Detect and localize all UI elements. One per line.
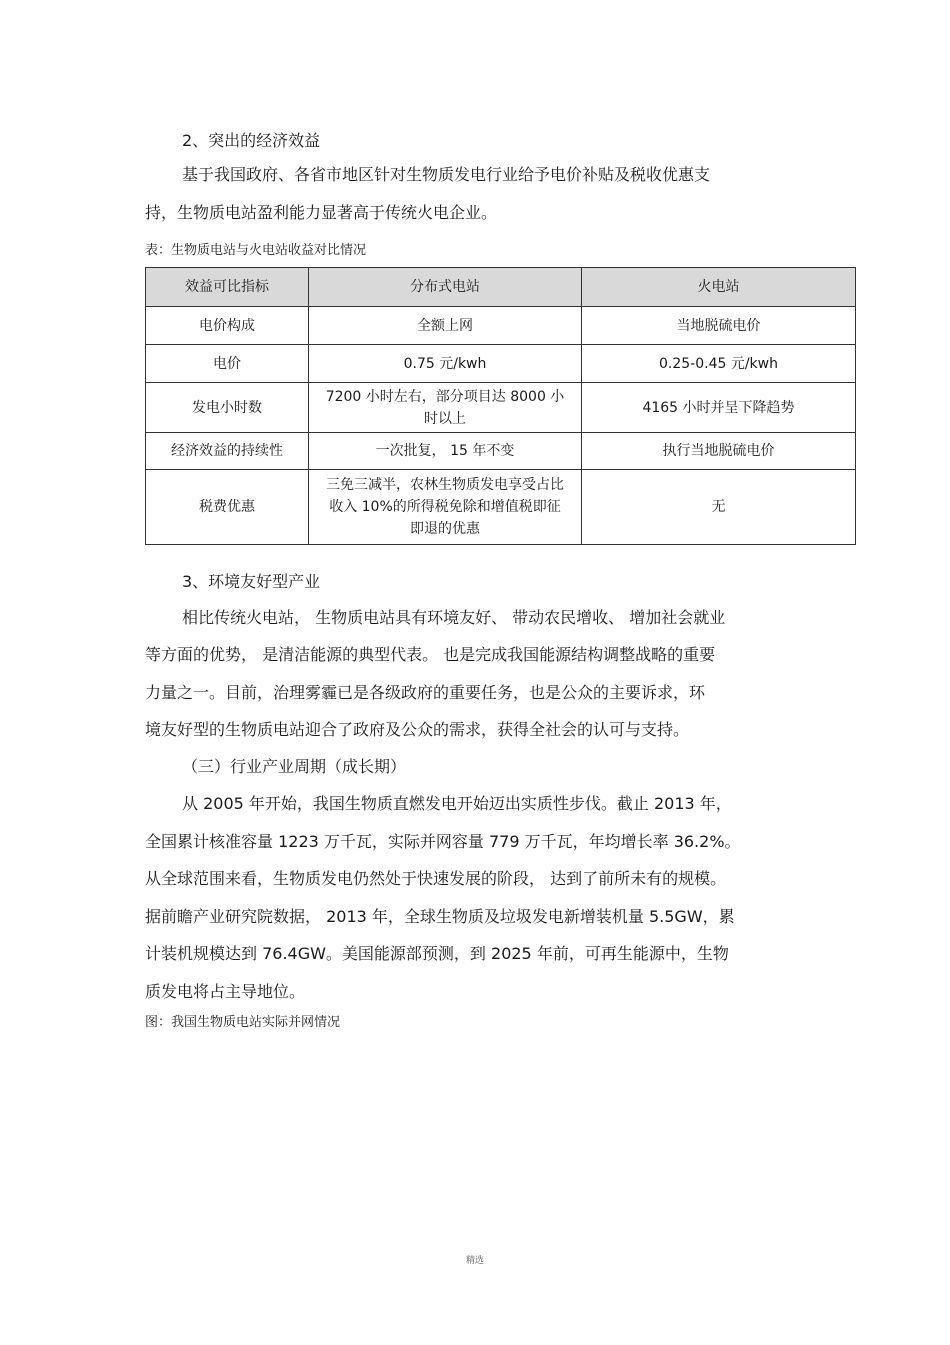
- table-cell: 当地脱硫电价: [582, 307, 856, 345]
- table-cell: 发电小时数: [146, 383, 309, 433]
- table-cell: 全额上网: [309, 307, 582, 345]
- table-header-cell: 火电站: [582, 268, 856, 307]
- table-cell: 7200 小时左右，部分项目达 8000 小时以上: [309, 383, 582, 433]
- table-row: [146, 470, 856, 545]
- table-cell: 0.25-0.45 元/kwh: [582, 345, 856, 383]
- paragraph-line: 计装机规模达到 76.4GW。美国能源部预测，到 2025 年前，可再生能源中，生物: [145, 944, 729, 963]
- table-caption: 表：生物质电站与火电站收益对比情况: [145, 243, 367, 258]
- comparison-table: [145, 267, 856, 545]
- paragraph-line: 相比传统火电站， 生物质电站具有环境友好、 带动农民增收、 增加社会就业: [182, 608, 726, 627]
- paragraph-line: 从 2005 年开始，我国生物质直燃发电开始迈出实质性步伐。截止 2013 年，: [182, 794, 732, 813]
- paragraph-line: 从全球范围来看，生物质发电仍然处于快速发展的阶段， 达到了前所未有的规模。: [145, 869, 727, 888]
- table-cell: 电价: [146, 345, 309, 383]
- paragraph-line: 全国累计核准容量 1223 万千瓦，实际并网容量 779 万千瓦，年均增长率 36.2%。: [145, 832, 741, 851]
- table-cell: 一次批复， 15 年不变: [309, 433, 582, 470]
- page-footer: 精选: [465, 1256, 484, 1266]
- paragraph-line: 力量之一。目前，治理雾霾已是各级政府的重要任务，也是公众的主要诉求，环: [145, 683, 706, 702]
- table-cell: 无: [582, 470, 856, 545]
- paragraph-line: 境友好型的生物质电站迎合了政府及公众的需求，获得全社会的认可与支持。: [145, 720, 690, 739]
- table-cell: 电价构成: [146, 307, 309, 345]
- paragraph-line: 基于我国政府、各省市地区针对生物质发电行业给予电价补贴及税收优惠支: [182, 165, 711, 184]
- table-row: [146, 433, 856, 470]
- table-cell: 0.75 元/kwh: [309, 345, 582, 383]
- table-row: [146, 307, 856, 345]
- table-header-row: [146, 268, 856, 307]
- table-cell: 三免三减半，农林生物质发电享受占比收入 10%的所得税免除和增值税即征即退的优惠: [309, 470, 582, 545]
- table-header-cell: 分布式电站: [309, 268, 582, 307]
- section2-heading: 2、突出的经济效益: [182, 131, 321, 150]
- table-cell: 经济效益的持续性: [146, 433, 309, 470]
- table-cell: 税费优惠: [146, 470, 309, 545]
- section3-heading: 3、环境友好型产业: [182, 572, 321, 591]
- paragraph-line: 据前瞻产业研究院数据， 2013 年，全球生物质及垃圾发电新增装机量 5.5GW，累: [145, 907, 735, 926]
- paragraph-line: 持，生物质电站盈利能力显著高于传统火电企业。: [145, 203, 498, 222]
- section-cycle-heading: （三）行业产业周期（成长期）: [182, 757, 407, 776]
- table-cell: 4165 小时并呈下降趋势: [582, 383, 856, 433]
- table-row: [146, 383, 856, 433]
- table-header-cell: 效益可比指标: [146, 268, 309, 307]
- paragraph-line: 等方面的优势， 是清洁能源的典型代表。 也是完成我国能源结构调整战略的重要: [145, 645, 716, 664]
- table-cell: 执行当地脱硫电价: [582, 433, 856, 470]
- table-row: [146, 345, 856, 383]
- paragraph-line: 质发电将占主导地位。: [145, 982, 306, 1001]
- figure-caption: 图：我国生物质电站实际并网情况: [145, 1015, 341, 1030]
